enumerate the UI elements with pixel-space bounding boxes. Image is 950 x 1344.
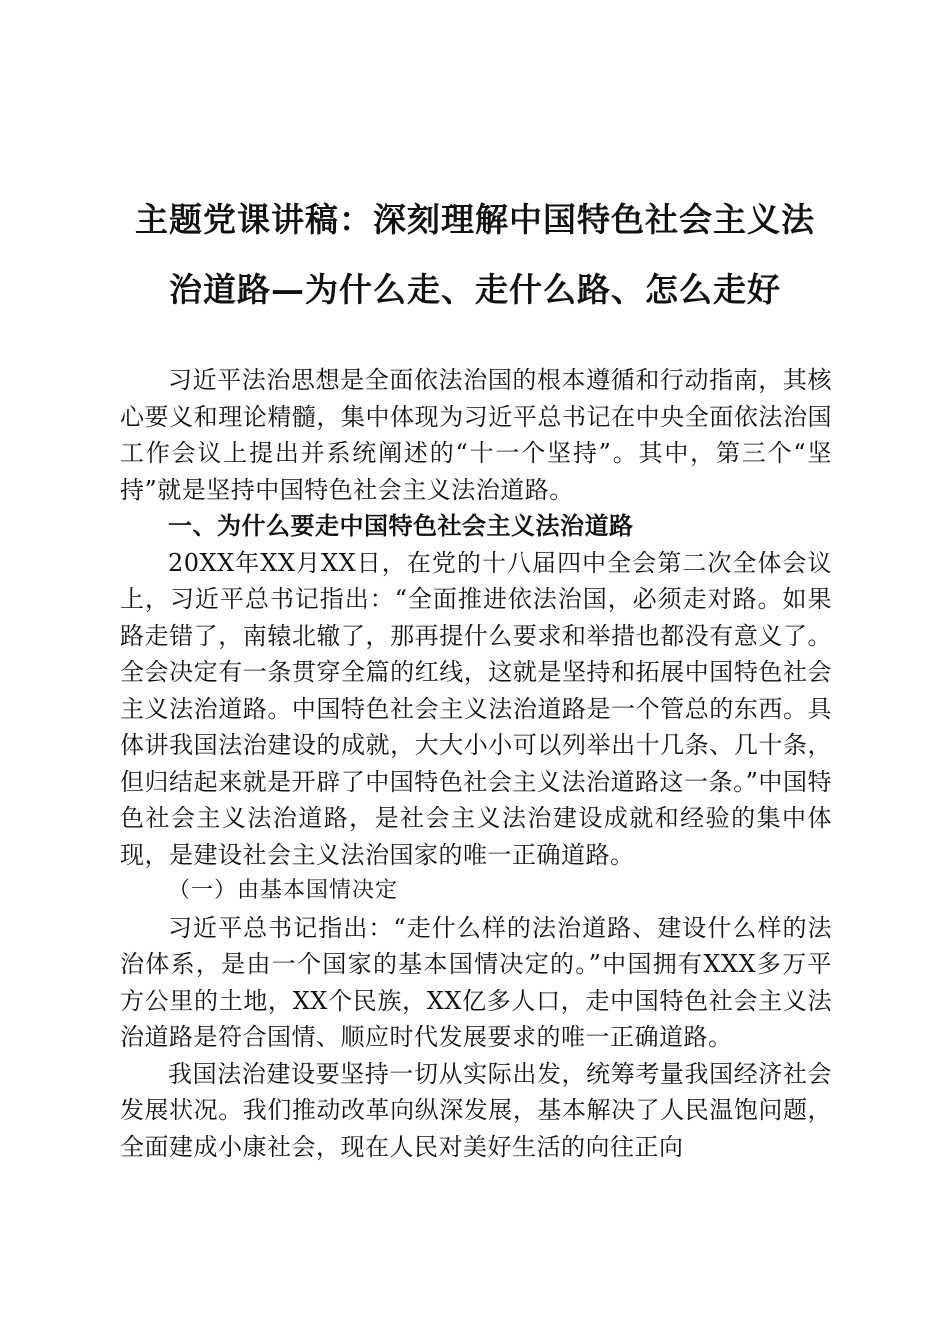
document-title-line-1: 主题党课讲稿：深刻理解中国特色社会主义法 [135, 200, 815, 239]
section-heading-1: 一、为什么要走中国特色社会主义法治道路 [168, 511, 634, 540]
section-1-paragraph-1: 20XX年XX月XX日，在党的十八届四中全会第二次全体会议上，习近平总书记指出：“全面推进依法治国，必须走对路。如果路走错了，南辕北辙了，那再提什么要求和举措也都没有意义了。全会决定有一条贯穿全篇的红线，这就是坚持和拓展中国特色社会主义法治道路。中国特色社会主义法治道路是一个管总的东西。具体讲我国法治建设的成就，大大小小可以列举出十几条、几十条，但归结起来就是开辟了中国特色社会主义法治道路这一条。”中国特色社会主义法治道路，是社会主义法治建设成就和经验的集中体现，是建设社会主义法治国家的唯一正确道路。 [120, 548, 832, 869]
subsection-1-paragraph-1: 习近平总书记指出：“走什么样的法治道路、建设什么样的法治体系，是由一个国家的基本国情决定的。”中国拥有XXX多万平方公里的土地，XX个民族，XX亿多人口，走中国特色社会主义法治道路是符合国情、顺应时代发展要求的唯一正确道路。 [120, 913, 832, 1051]
document-title-line-2: 治道路—为什么走、走什么路、怎么走好 [169, 270, 781, 309]
subsection-1-paragraph-2: 我国法治建设要坚持一切从实际出发，统筹考量我国经济社会发展状况。我们推动改革向纵深发展，基本解决了人民温饱问题，全面建成小康社会，现在人民对美好生活的向往正向 [120, 1059, 832, 1161]
subsection-heading-1: （一）由基本国情决定 [168, 878, 399, 903]
document-body [120, 362, 832, 1165]
intro-paragraph: 习近平法治思想是全面依法治国的根本遵循和行动指南，其核心要义和理论精髓，集中体现为习近平总书记在中央全面依法治国工作会议上提出并系统阐述的“十一个坚持”。其中，第三个“坚持”就是坚持中国特色社会主义法治道路。 [120, 366, 832, 504]
